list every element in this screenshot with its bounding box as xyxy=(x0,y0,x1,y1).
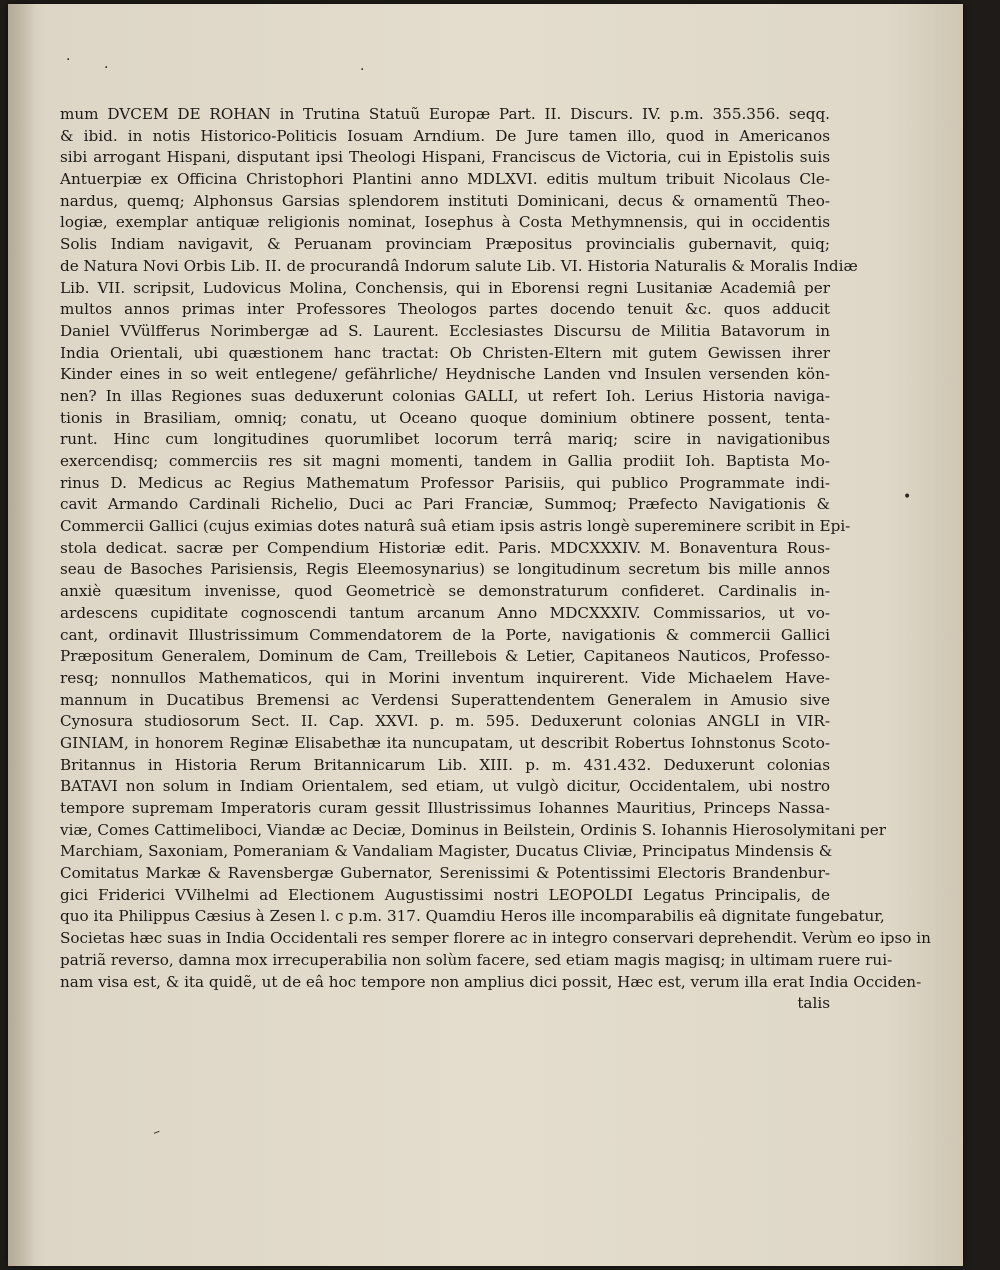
text-line: cavit Armando Cardinali Richelio, Duci ac Pari Franciæ, Summoq; Præfecto Navigationis & xyxy=(60,495,830,514)
body-text xyxy=(60,104,931,1015)
text-line: rinus D. Medicus ac Regius Mathematum Professor Parisiis, qui publico Programmate indi- xyxy=(60,473,830,492)
ink-speck: · xyxy=(360,62,365,78)
ink-speck: • xyxy=(903,489,912,505)
ink-speck: · xyxy=(104,60,109,76)
text-line: exercendisq; commerciis res sit magni momenti, tandem in Gallia prodiit Ioh. Baptista Mo- xyxy=(60,452,830,470)
text-line: mannum in Ducatibus Bremensi ac Verdensi Superattendentem Generalem in Amusio sive xyxy=(60,690,830,709)
text-line: nardus, quemq; Alphonsus Garsias splendorem instituti Dominicani, decus & ornamentũ Theo- xyxy=(60,191,830,210)
text-line: Marchiam, Saxoniam, Pomeraniam & Vandaliam Magister, Ducatus Cliviæ, Principatus Mindensis & xyxy=(60,842,833,861)
text-line: stola dedicat. sacræ per Compendium Historiæ edit. Paris. MDCXXXIV. M. Bonaventura Rous- xyxy=(60,538,830,557)
text-line: Lib. VII. scripsit, Ludovicus Molina, Conchensis, qui in Eborensi regni Lusitaniæ Academiâ per xyxy=(60,278,830,297)
text-line: quo ita Philippus Cæsius à Zesen l. c p.m. 317. Quamdiu Heros ille incomparabilis eâ dignitate fungebatur, xyxy=(60,907,885,926)
text-line: logiæ, exemplar antiquæ religionis nominat, Iosephus à Costa Methymnensis, qui in occidentis xyxy=(60,213,830,232)
text-line: viæ, Comes Cattimeliboci, Viandæ ac Deciæ, Dominus in Beilstein, Ordinis S. Iohannis Hierosolymitani per xyxy=(60,820,887,839)
text-line: ardescens cupiditate cognoscendi tantum arcanum Anno MDCXXXIV. Commissarios, ut vo- xyxy=(60,603,830,622)
text-line: Kinder eines in so weit entlegene/ gefährliche/ Heydnische Landen vnd Insulen versenden kön- xyxy=(60,365,830,384)
text-line: runt. Hinc cum longitudines quorumlibet locorum terrâ mariq; scire in navigationibus xyxy=(60,430,830,449)
ink-speck: · xyxy=(66,52,71,68)
text-line: BATAVI non solum in Indiam Orientalem, sed etiam, ut vulgò dicitur, Occidentalem, ubi nostro xyxy=(60,777,830,796)
text-line: Cynosura studiosorum Sect. II. Cap. XXVI. p. m. 595. Deduxerunt colonias ANGLI in VIR- xyxy=(60,712,830,731)
text-line: patriã reverso, damna mox irrecuperabilia non solùm facere, sed etiam magis magisq; in ultimam ruere rui- xyxy=(60,950,893,969)
text-line: nen? In illas Regiones suas deduxerunt colonias GALLI, ut refert Ioh. Lerius Historia naviga- xyxy=(60,386,830,405)
text-line: tempore supremam Imperatoris curam gessit Illustrissimus Iohannes Mauritius, Princeps Nassa- xyxy=(60,799,830,817)
text-line: GINIAM, in honorem Reginæ Elisabethæ ita nuncupatam, ut describit Robertus Iohnstonus Scoto- xyxy=(60,733,830,752)
text-line: India Orientali, ubi quæstionem hanc tractat: Ob Christen-Eltern mit gutem Gewissen ihrer xyxy=(60,343,830,362)
text-line: Præpositum Generalem, Dominum de Cam, Treillebois & Letier, Capitaneos Nauticos, Professo- xyxy=(60,647,830,666)
text-line: Antuerpiæ ex Officina Christophori Plantini anno MDLXVI. editis multum tribuit Nicolaus Cle- xyxy=(60,170,830,189)
page-binding-shadow xyxy=(8,4,34,1266)
text-line: Comitatus Markæ & Ravensbergæ Gubernator, Serenissimi & Potentissimi Electoris Brandenbur- xyxy=(60,864,830,883)
text-line: nam visa est, & ita quidẽ, ut de eâ hoc tempore non amplius dici possit, Hæc est, verum illa erat India Occiden- xyxy=(60,972,922,991)
text-line: anxiè quæsitum invenisse, quod Geometricè se demonstraturum confideret. Cardinalis in- xyxy=(60,582,830,601)
text-line: mum DVCEM DE ROHAN in Trutina Statuũ Europæ Part. II. Discurs. IV. p.m. 355.356. seqq. xyxy=(60,105,830,123)
text-line: & ibid. in notis Historico-Politicis Iosuam Arndium. De Jure tamen illo, quod in Americanos xyxy=(60,126,830,145)
text-line: gici Friderici VVilhelmi ad Electionem Augustissimi nostri LEOPOLDI Legatus Principalis, de xyxy=(60,885,830,904)
text-line: resq; nonnullos Mathematicos, qui in Morini inventum inquirerent. Vide Michaelem Have- xyxy=(60,668,830,687)
text-line: Daniel VVülfferus Norimbergæ ad S. Laurent. Ecclesiastes Discursu de Militia Batavorum in xyxy=(60,321,830,340)
text-line: cant, ordinavit Illustrissimum Commendatorem de la Porte, navigationis & commercii Gallici xyxy=(60,625,830,644)
catchword: talis xyxy=(797,994,830,1013)
text-line: de Natura Novi Orbis Lib. II. de procurandâ Indorum salute Lib. VI. Historia Naturalis & Moralis Indiæ xyxy=(60,256,858,275)
text-line: Britannus in Historia Rerum Britannicarum Lib. XIII. p. m. 431.432. Deduxerunt colonias xyxy=(60,755,830,774)
text-line: seau de Basoches Parisiensis, Regis Eleemosynarius) se longitudinum secretum bis mille annos xyxy=(60,560,830,579)
text-line: Commercii Gallici (cujus eximias dotes naturâ suâ etiam ipsis astris longè supereminere scribit in Epi- xyxy=(60,517,851,536)
book-page xyxy=(8,4,963,1266)
text-line: Solis Indiam navigavit, & Peruanam provinciam Præpositus provincialis gubernavit, quiq; xyxy=(60,235,830,254)
text-line: sibi arrogant Hispani, disputant ipsi Theologi Hispani, Franciscus de Victoria, cui in Epistolis suis xyxy=(60,148,830,167)
text-line: tionis in Brasiliam, omniq; conatu, ut Oceano quoque dominium obtinere possent, tenta- xyxy=(60,408,830,427)
text-line: multos annos primas inter Professores Theologos partes docendo tenuit &c. quos adducit xyxy=(60,300,830,319)
text-line: Societas hæc suas in India Occidentali res semper florere ac in integro conservari deprehendit. Verùm eo ipso in xyxy=(60,929,931,948)
ink-speck: – xyxy=(150,1123,163,1141)
